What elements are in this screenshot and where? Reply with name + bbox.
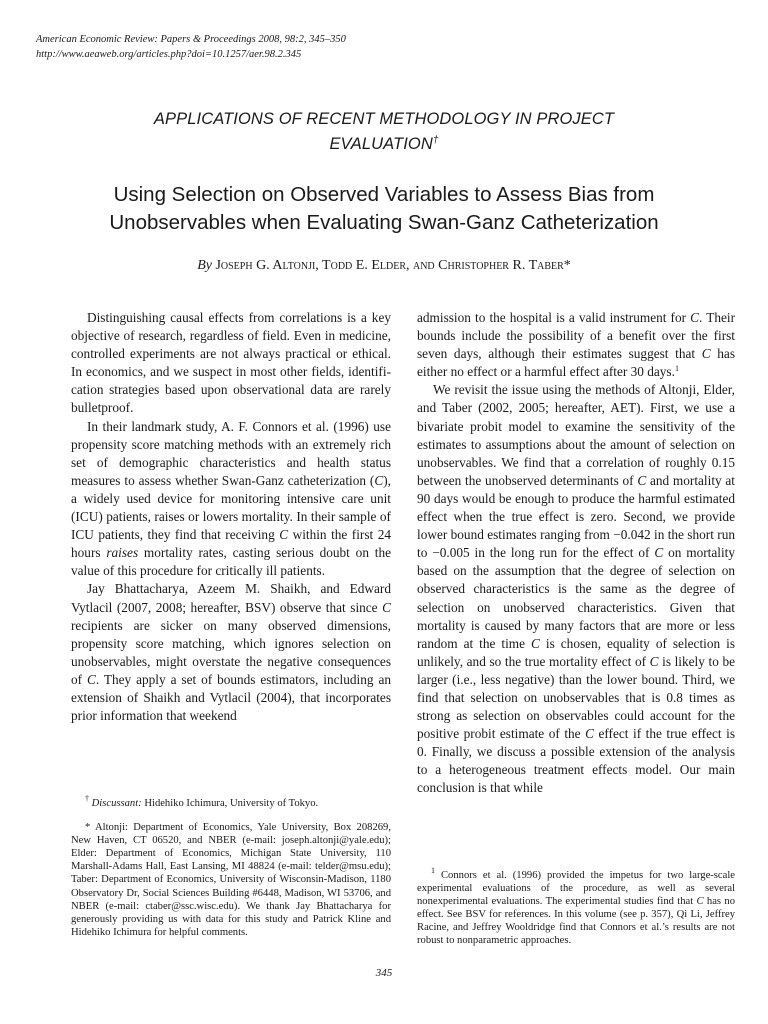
footnotes-left xyxy=(71,794,391,939)
byline-by: By xyxy=(197,258,212,273)
var-c: C xyxy=(279,527,289,543)
paragraph-left-3: Jay Bhattacharya, Azeem M. Shaikh, and Edward Vytlacil (2007, 2008; hereafter, BSV) observe that since C recipients are sicker on many observed dimensions, propensity score matching, which ignores selection on unobservables, might overstate the negative consequences of C. They apply a set of bounds estimators, including an extension of Shaikh and Vytlacil (2004), that incorporates prior information that weekend xyxy=(71,581,391,724)
section-title-mark: † xyxy=(432,135,439,146)
paragraph-left-1: Distinguishing causal effects from correlations is a key objective of research, regardless of field. Even in medicine, controlled experiments are not always practical or ethical. In economics, and we suspect in most other fields, identification strategies based upon observational data are rarely bulletproof. xyxy=(71,310,391,416)
var-c: C xyxy=(701,346,711,362)
var-c: C xyxy=(87,671,96,687)
byline xyxy=(60,258,708,274)
var-c: C xyxy=(531,635,540,651)
article-title: Using Selection on Observed Variables to Assess Bias from Unobservables when Evaluating Swan-Ganz Catheterization xyxy=(109,183,659,234)
article-url[interactable]: http://www.aeaweb.org/articles.php?doi=10.1257/aer.98.2.345 xyxy=(36,49,302,60)
footnotes-right xyxy=(417,866,735,948)
paragraph-right-1: admission to the hospital is a valid instrument for C. Their bounds include the possibility of a benefit over the first seven days, although their estimates suggest that C has either no effect or a harmful effect after 30 days.$^1$ xyxy=(417,310,736,380)
journal-header xyxy=(36,32,346,62)
var-c: C xyxy=(654,545,664,561)
footnote-discussant: † Discussant: Hidehiko Ichimura, University of Tokyo. xyxy=(85,794,319,809)
var-c: C xyxy=(637,472,647,488)
var-c: C xyxy=(690,310,700,325)
paragraph-right-2: We revisit the issue using the methods of Altonji, Elder, and Taber (2002, 2005; hereafter, AET). First, we use a bivariate probit model to examine the sensitivity of the estimates to assumptions about the amount of selection on unobservables. We find that a correlation of roughly 0.15 between the unobserved determinants of C and mortality at 90 days would be enough to produce the harmful estimated effect when the true effect is zero. Second, we provide lower bound estimates ranging from −0.042 in the short run to −0.005 in the long run for the effect of C on mortality based on the assumption that the degree of selection on observed characteristics is the same as the degree of selection on unobserved characteristics. Given that mortality is caused by many factors that are more or less random at the time C is chosen, equality of selection is unlikely, and so the true mortality effect of C is likely to be larger (i.e., less negative) than the lower bound. Third, we find that selection on unobservables that is 0.8 times as strong as selection on observables could account for the positive probit estimate of the C effect if the true effect is 0. Finally, we discuss a possible extension of the analysis to a heterogeneous treatment effects model. Our main conclusion is that while xyxy=(417,382,736,796)
footnote-ref-1[interactable]: 1 xyxy=(674,364,679,374)
footnote-1: $^1$ Connors et al. (1996) provided the impetus for two large-scale experimental evaluations of the procedure, as well as several nonexperimental evaluations. The experimental studies find that C has no effect. See BSV for references. In this volume (see p. 357), Qi Li, Jeffrey Racine, and Jeffrey Wooldridge find that Connors et al.’s results are not robust to nonparametric approaches. xyxy=(417,866,735,947)
var-c: C xyxy=(374,472,384,488)
var-c: C xyxy=(696,896,704,908)
var-c: C xyxy=(382,599,391,615)
body-column-left xyxy=(71,309,391,725)
section-title xyxy=(100,109,668,155)
byline-authors: Joseph G. Altonji, Todd E. Elder, and Christopher R. Taber* xyxy=(215,258,571,273)
paragraph-left-2: In their landmark study, A. F. Connors et al. (1996) use propensity score matching methods with an extremely rich set of demographic characteristics and health status measures to assess whether Swan-Ganz catheterization (C), a widely used device for monitoring intensive care unit (ICU) patients, raises or lowers mortality. In their sample of ICU patients, they find that receiving C within the first 24 hours raises mortality rates, casting serious doubt on the value of this procedure for critically ill patients. xyxy=(71,418,391,579)
body-column-right xyxy=(417,309,735,798)
page-number: 345 xyxy=(375,967,393,979)
footnote-affiliations: * Altonji: Department of Economics, Yale University, Box 208269, New Haven, CT 06520, and NBER (e-mail: joseph.altonji@yale.edu); Elder: Department of Economics, Michigan State University, 110 Marshall-Adams Hall, East Lansing, MI 48824 (e-mail: telder@msu.edu); Taber: Department of Economics, University of Wisconsin-Madison, 1180 Observatory Dr, Social Sciences Building #6448, Madison, WI 53706, and NBER (e-mail: ctaber@ssc.wisc.edu). We thank Jay Bhattacharya for generously providing us with data for this study and Patrick Kline and Hidehiko Ichimura for helpful comments. xyxy=(71,822,391,938)
emphasis-raises: raises xyxy=(106,545,139,561)
var-c: C xyxy=(649,653,659,669)
var-c: C xyxy=(585,726,594,742)
section-title-text: APPLICATIONS OF RECENT METHODOLOGY IN PROJECT EVALUATION xyxy=(153,110,615,153)
journal-citation: American Economic Review: Papers & Proceedings 2008, 98:2, 345–350 xyxy=(36,34,346,45)
